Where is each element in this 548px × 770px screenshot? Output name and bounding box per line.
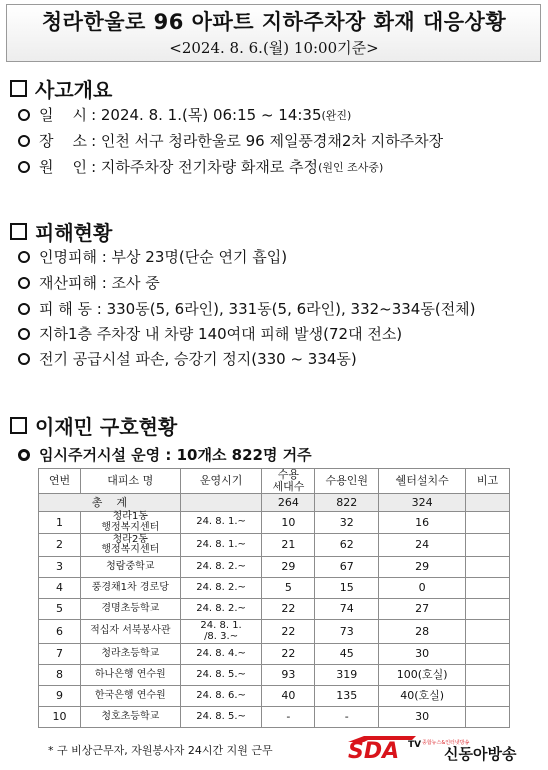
table-cell-note	[466, 665, 510, 686]
table-cell-households: 29	[262, 557, 315, 578]
table-cell-people: 32	[315, 512, 379, 534]
table-cell-name: 한국은행 연수원	[80, 686, 180, 707]
damage-item: 인명피해 : 부상 23명(단순 연기 흡입)	[18, 246, 287, 267]
table-cell-no: 2	[39, 534, 81, 557]
overview-item-place: 장 소 : 인천 서구 청라한울로 96 제일풍경채2차 지하주차장	[18, 130, 443, 151]
table-cell-people: 73	[315, 620, 379, 644]
section-relief-heading	[10, 411, 177, 440]
table-cell-people: 135	[315, 686, 379, 707]
table-cell-shelters: 40(호실)	[379, 686, 466, 707]
table-cell-people: -	[315, 707, 379, 728]
logo-tagline: 종합뉴스&인터넷방송	[422, 740, 470, 746]
total-households: 264	[262, 494, 315, 512]
circle-bullet-icon	[18, 277, 30, 289]
table-cell-shelters: 24	[379, 534, 466, 557]
page-subtitle: <2024. 8. 6.(월) 10:00기준>	[169, 39, 379, 57]
col-header: 비고	[466, 469, 510, 494]
table-cell-shelters: 100(호실)	[379, 665, 466, 686]
sda-logo	[346, 734, 536, 762]
circle-bullet-icon	[18, 251, 30, 263]
table-cell-period: 24. 8. 2.~	[180, 557, 262, 578]
table-cell-households: 40	[262, 686, 315, 707]
page-title: 청라한울로 96 아파트 지하주차장 화재 대응상황	[41, 10, 507, 34]
table-cell-note	[466, 512, 510, 534]
table-cell-period: 24. 8. 2.~	[180, 599, 262, 620]
table-cell-no: 7	[39, 644, 81, 665]
damage-item: 재산피해 : 조사 중	[18, 272, 160, 293]
table-cell-name: 청라1동 행정복지센터	[80, 512, 180, 534]
overview-item-time: 일 시 : 2024. 8. 1.(목) 06:15 ~ 14:35 (완진)	[18, 104, 351, 125]
table-row	[39, 512, 510, 534]
table-cell-no: 3	[39, 557, 81, 578]
section-title: 사고개요	[35, 78, 113, 102]
table-header-row	[39, 469, 510, 494]
table-cell-shelters: 0	[379, 578, 466, 599]
circle-bullet-icon	[18, 303, 30, 315]
table-cell-shelters: 29	[379, 557, 466, 578]
table-cell-people: 15	[315, 578, 379, 599]
table-cell-name: 청호초등학교	[80, 707, 180, 728]
table-cell-name: 청람중학교	[80, 557, 180, 578]
footnote: * 구 비상근무자, 자원봉사자 24시간 지원 근무	[48, 744, 273, 757]
damage-item: 피 해 동 : 330동(5, 6라인), 331동(5, 6라인), 332~334동(전체)	[18, 298, 476, 319]
table-cell-no: 10	[39, 707, 81, 728]
table-cell-name: 하나은행 연수원	[80, 665, 180, 686]
table-cell-name: 적십자 서북봉사관	[80, 620, 180, 644]
table-row	[39, 686, 510, 707]
table-cell-people: 62	[315, 534, 379, 557]
checkbox-icon	[10, 80, 27, 97]
table-cell-note	[466, 620, 510, 644]
table-cell-period: 24. 8. 1.~	[180, 512, 262, 534]
table-cell-note	[466, 644, 510, 665]
table-cell-note	[466, 686, 510, 707]
table-cell-shelters: 16	[379, 512, 466, 534]
table-row	[39, 620, 510, 644]
table-cell-period: 24. 8. 4.~	[180, 644, 262, 665]
sda-logo-icon	[346, 734, 536, 762]
table-cell-note	[466, 557, 510, 578]
table-cell-period: 24. 8. 6.~	[180, 686, 262, 707]
table-cell-households: 10	[262, 512, 315, 534]
table-row	[39, 557, 510, 578]
circle-bullet-icon	[18, 135, 30, 147]
damage-item: 지하1층 주차장 내 차량 140여대 피해 발생(72대 전소)	[18, 323, 402, 344]
table-cell-name: 경명초등학교	[80, 599, 180, 620]
circle-bullet-icon	[18, 161, 30, 173]
shelter-table	[38, 468, 510, 728]
overview-item-cause: 원 인 : 지하주차장 전기차량 화재로 추정 (원인 조사중)	[18, 156, 383, 177]
table-cell-shelters: 30	[379, 644, 466, 665]
circle-bullet-icon	[18, 328, 30, 340]
table-cell-no: 4	[39, 578, 81, 599]
col-header: 수용 세대수	[262, 469, 315, 494]
section-damage-heading	[10, 217, 112, 246]
table-cell-no: 5	[39, 599, 81, 620]
checkbox-icon	[10, 417, 27, 434]
table-cell-note	[466, 534, 510, 557]
circle-bullet-icon	[18, 353, 30, 365]
col-header: 대피소 명	[80, 469, 180, 494]
total-shelters: 324	[379, 494, 466, 512]
table-total-row	[39, 494, 510, 512]
table-cell-period: 24. 8. 2.~	[180, 578, 262, 599]
table-cell-people: 319	[315, 665, 379, 686]
col-header: 운영시기	[180, 469, 262, 494]
table-cell-name: 청라2동 행정복지센터	[80, 534, 180, 557]
table-cell-households: -	[262, 707, 315, 728]
table-cell-people: 74	[315, 599, 379, 620]
table-cell-households: 21	[262, 534, 315, 557]
logo-main-text: SDA	[348, 739, 400, 762]
logo-name-text: 신동아방송	[444, 745, 517, 762]
section-title: 피해현황	[35, 221, 113, 245]
table-cell-households: 5	[262, 578, 315, 599]
table-cell-households: 93	[262, 665, 315, 686]
circle-bullet-icon	[18, 109, 30, 121]
table-cell-people: 67	[315, 557, 379, 578]
table-row	[39, 707, 510, 728]
table-row	[39, 534, 510, 557]
table-cell-name: 풍경채1차 경로당	[80, 578, 180, 599]
table-row	[39, 578, 510, 599]
table-cell-shelters: 28	[379, 620, 466, 644]
table-cell-note	[466, 707, 510, 728]
section-overview-heading	[10, 74, 112, 103]
col-header: 수용인원	[315, 469, 379, 494]
table-cell-no: 8	[39, 665, 81, 686]
table-cell-period: 24. 8. 5.~	[180, 665, 262, 686]
col-header: 연번	[39, 469, 81, 494]
table-cell-note	[466, 578, 510, 599]
table-row	[39, 665, 510, 686]
table-cell-shelters: 30	[379, 707, 466, 728]
table-cell-no: 6	[39, 620, 81, 644]
table-cell-no: 1	[39, 512, 81, 534]
table-cell-period: 24. 8. 5.~	[180, 707, 262, 728]
table-row	[39, 599, 510, 620]
table-row	[39, 644, 510, 665]
table-cell-households: 22	[262, 599, 315, 620]
circle-bullet-icon	[18, 449, 30, 461]
relief-subheading: 임시주거시설 운영 : 10개소 822명 거주	[18, 444, 312, 465]
table-cell-households: 22	[262, 620, 315, 644]
table-cell-name: 청라초등학교	[80, 644, 180, 665]
table-cell-households: 22	[262, 644, 315, 665]
col-header: 쉘터설치수	[379, 469, 466, 494]
checkbox-icon	[10, 223, 27, 240]
logo-tv-text: TV	[408, 740, 422, 750]
section-title: 이재민 구호현황	[35, 415, 178, 439]
table-cell-no: 9	[39, 686, 81, 707]
table-cell-people: 45	[315, 644, 379, 665]
table-cell-period: 24. 8. 1. /8. 3.~	[180, 620, 262, 644]
table-cell-period: 24. 8. 1.~	[180, 534, 262, 557]
table-cell-note	[466, 599, 510, 620]
damage-item: 전기 공급시설 파손, 승강기 정지(330 ~ 334동)	[18, 348, 357, 369]
table-cell-shelters: 27	[379, 599, 466, 620]
total-people: 822	[315, 494, 379, 512]
total-label: 총 계	[39, 494, 181, 512]
